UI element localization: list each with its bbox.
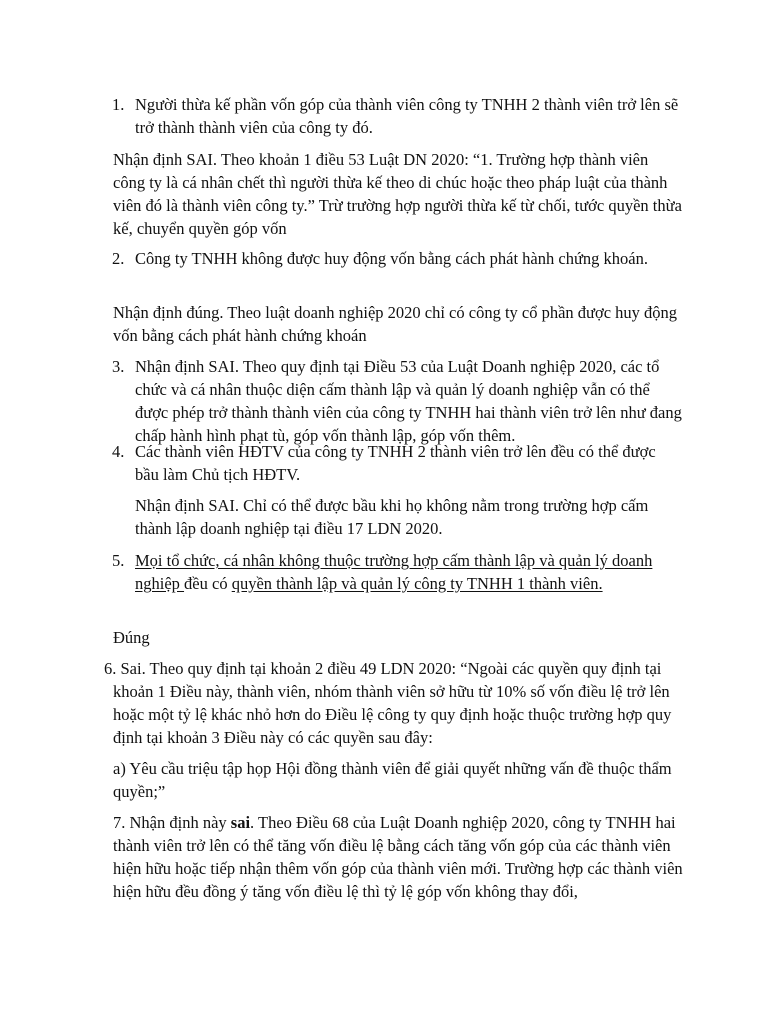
answer-6a: a) Yêu cầu triệu tập họp Hội đồng thành viên để giải quyết những vấn đề thuộc thẩm quyền;” xyxy=(113,759,672,801)
answer-6 xyxy=(104,657,683,749)
list-item-text: Người thừa kế phần vốn góp của thành viên công ty TNHH 2 thành viên trở lên sẽ trở thành thành viên của công ty đó. xyxy=(135,95,679,137)
list-item-text: Nhận định SAI. Theo quy định tại Điều 53 của Luật Doanh nghiệp 2020, các tổ chức và cá nhân thuộc diện cấm thành lập và quản lý doanh nghiệp vẫn có thể được phép trở thành thành viên của công ty TNHH hai thành viên trở lên như đang chấp hành hình phạt tù, góp vốn thành lập, góp vốn thêm. xyxy=(135,357,682,445)
list-item-4 xyxy=(112,440,682,486)
underlined-phrase: quyền thành lập và quản lý công ty TNHH 1 thành viên. xyxy=(231,574,603,593)
underlined-phrase: Mọi tổ chức, cá nhân không thuộc trường hợp cấm thành lập và quản lý doanh nghiệp xyxy=(135,551,653,593)
list-item-text xyxy=(135,549,682,595)
answer-7-prefix: 7. Nhận định này xyxy=(113,813,231,832)
list-item-3 xyxy=(112,355,682,447)
list-number: 5. xyxy=(112,551,125,570)
list-item-2 xyxy=(112,247,682,270)
plain-phrase: đều có xyxy=(184,574,232,593)
list-number: 2. xyxy=(112,249,125,268)
answer-5: Đúng xyxy=(113,628,150,647)
answer-2: Nhận định đúng. Theo luật doanh nghiệp 2020 chỉ có công ty cổ phần được huy động vốn bằng cách phát hành chứng khoán xyxy=(113,303,678,345)
list-item-text: Các thành viên HĐTV của công ty TNHH 2 thành viên trở lên đều có thể được bầu làm Chủ tịch HĐTV. xyxy=(135,442,656,484)
answer-4: Nhận định SAI. Chỉ có thể được bầu khi họ không nằm trong trường hợp cấm thành lập doanh nghiệp tại điều 17 LDN 2020. xyxy=(135,496,649,538)
list-number: 4. xyxy=(112,442,125,461)
answer-1: Nhận định SAI. Theo khoản 1 điều 53 Luật DN 2020: “1. Trường hợp thành viên công ty là cá nhân chết thì người thừa kế theo di chúc hoặc theo pháp luật của thành viên đó là thành viên công ty.” Trừ trường hợp người thừa kế từ chối, tước quyền thừa kế, chuyển quyền góp vốn xyxy=(113,150,682,238)
list-number: 3. xyxy=(112,357,125,376)
answer-6-text: 6. Sai. Theo quy định tại khoản 2 điều 49 LDN 2020: “Ngoài các quyền quy định tại khoản 1 Điều này, thành viên, nhóm thành viên sở hữu từ 10% số vốn điều lệ trở lên hoặc một tỷ lệ khác nhỏ hơn do Điều lệ công ty quy định hoặc thuộc trường hợp quy định tại khoản 3 Điều này có các quyền sau đây: xyxy=(104,659,672,747)
list-item-5 xyxy=(112,549,682,595)
list-item-text: Công ty TNHH không được huy động vốn bằng cách phát hành chứng khoán. xyxy=(135,249,648,268)
list-number: 1. xyxy=(112,95,125,114)
answer-7-verdict: sai xyxy=(230,813,251,832)
list-item-1 xyxy=(112,93,682,139)
answer-7-text: . Theo Điều 68 của Luật Doanh nghiệp 2020, công ty TNHH hai thành viên trở lên có thể tăng vốn điều lệ bằng cách tăng vốn góp của các thành viên hiện hữu hoặc tiếp nhận thêm vốn góp của thành viên mới. Trường hợp các thành viên hiện hữu đều đồng ý tăng vốn điều lệ thì tỷ lệ góp vốn không thay đổi, xyxy=(113,813,683,901)
answer-7 xyxy=(113,811,683,903)
